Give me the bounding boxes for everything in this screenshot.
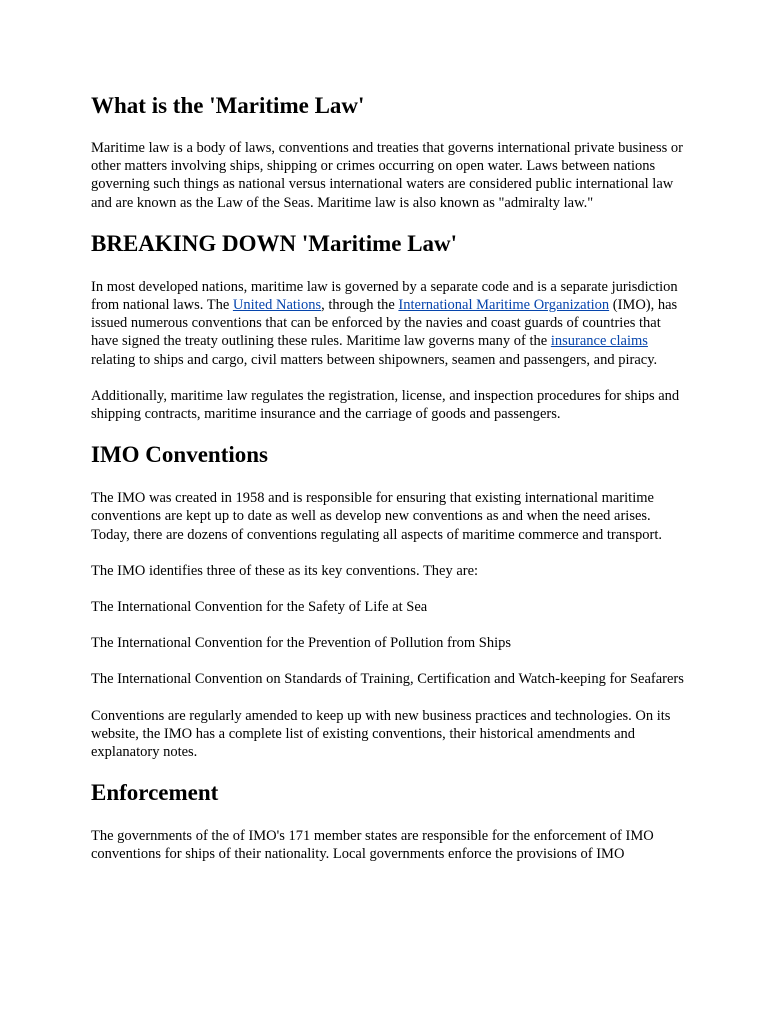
text-segment: , through the <box>321 297 399 314</box>
paragraph-conventions-amended: Conventions are regularly amended to keep up with new business practices and technologies. On its website, the IMO has a complete list of existing conventions, their historical amendments and explanatory notes. <box>91 707 671 761</box>
paragraph-developed-nations <box>91 278 689 369</box>
document-page <box>91 88 689 864</box>
convention-safety-of-life-at-sea: The International Convention for the Safety of Life at Sea <box>91 599 428 616</box>
heading-what-is-maritime-law: What is the 'Maritime Law' <box>91 93 365 118</box>
heading-enforcement: Enforcement <box>91 780 219 806</box>
paragraph-enforcement: The governments of the of IMO's 171 member states are responsible for the enforcement of IMO conventions for ships of their nationality. Local governments enforce the provisions of IMO <box>91 828 654 863</box>
link-united-nations[interactable]: United Nations <box>232 297 322 314</box>
text-segment: relating to ships and cargo, civil matters between shipowners, seamen and passengers, and piracy. <box>91 351 658 368</box>
convention-prevention-of-pollution: The International Convention for the Prevention of Pollution from Ships <box>91 635 512 652</box>
link-insurance-claims[interactable]: insurance claims <box>550 333 648 350</box>
convention-standards-of-training: The International Convention on Standards of Training, Certification and Watch-keeping for Seafarers <box>91 671 684 688</box>
paragraph-additionally: Additionally, maritime law regulates the registration, license, and inspection procedures for ships and shipping contracts, maritime insurance and the carriage of goods and passengers. <box>91 387 680 423</box>
heading-imo-conventions: IMO Conventions <box>91 442 268 468</box>
text-segment: In most developed nations, maritime law is governed by a separate code and is a separate jurisdiction from national laws. The <box>91 278 678 314</box>
paragraph-imo-created: The IMO was created in 1958 and is responsible for ensuring that existing international maritime conventions are kept up to date as well as develop new conventions as and when the need arises. Today, there are dozens of conventions regulating all aspects of maritime commerce and transport. <box>91 490 662 543</box>
paragraph-maritime-law-definition: Maritime law is a body of laws, conventions and treaties that governs international private business or other matters involving ships, shipping or crimes occurring on open water. Laws between nations governing such things as national versus international waters are considered public international law and are known as the Law of the Seas. Maritime law is also known as "admiralty law." <box>91 140 683 211</box>
text-segment: (IMO), has issued numerous conventions that can be enforced by the navies and coast guards of countries that have signed the treaty outlining these rules. Maritime law governs many of the <box>91 297 678 350</box>
link-international-maritime-organization[interactable]: International Maritime Organization <box>398 297 610 314</box>
heading-breaking-down: BREAKING DOWN 'Maritime Law' <box>91 230 458 256</box>
paragraph-key-conventions: The IMO identifies three of these as its key conventions. They are: <box>91 562 479 579</box>
